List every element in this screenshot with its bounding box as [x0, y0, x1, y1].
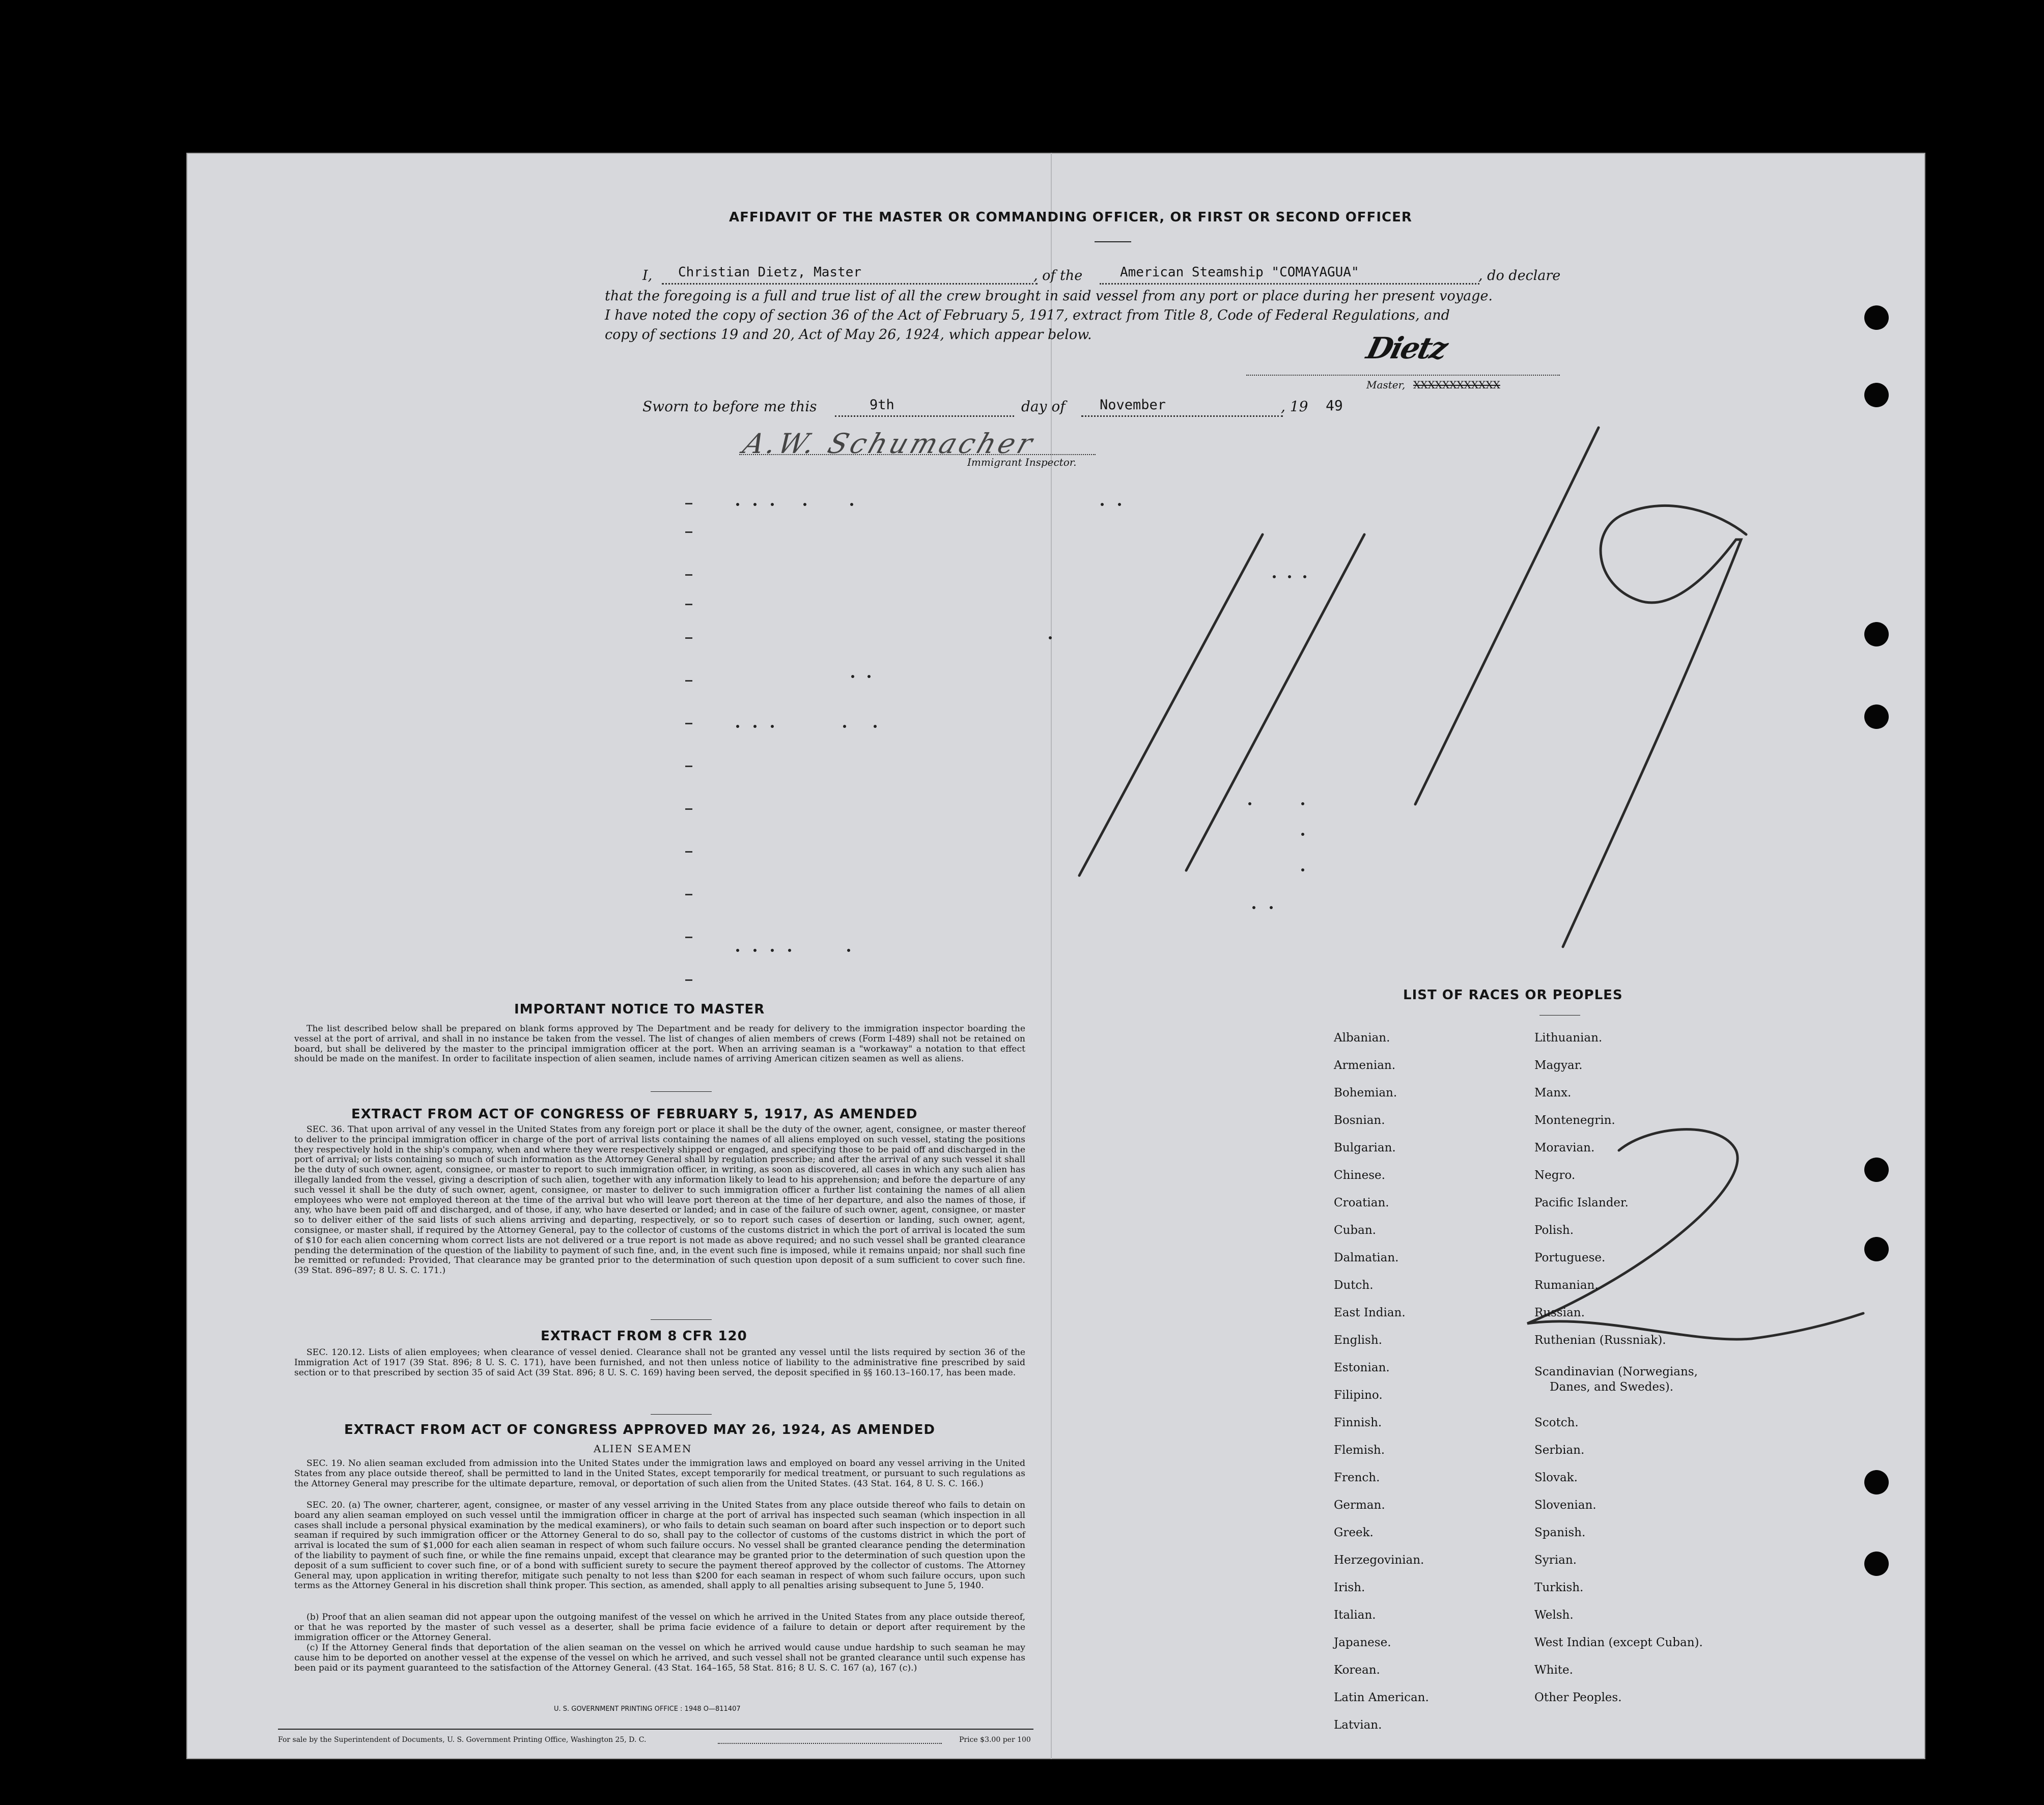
- handwritten-number-drawing: [1059, 417, 1782, 957]
- race-right-item: Portuguese.: [1534, 1251, 1606, 1264]
- stray-dot: [771, 949, 774, 952]
- race-left-item: Filipino.: [1334, 1389, 1383, 1402]
- stray-dot: [850, 503, 853, 506]
- stray-dot: [753, 949, 757, 952]
- race-left-item: Dalmatian.: [1334, 1251, 1399, 1264]
- race-left-item: English.: [1334, 1334, 1382, 1347]
- race-right-item: Syrian.: [1534, 1554, 1577, 1567]
- race-right-item: Polish.: [1534, 1224, 1574, 1237]
- stray-dot: [753, 725, 757, 728]
- race-right-item: Scandinavian (Norwegians,: [1534, 1365, 1698, 1378]
- race-right-item: Rumanian.: [1534, 1279, 1599, 1292]
- race-right-item: Serbian.: [1534, 1444, 1585, 1457]
- stray-dot: [803, 503, 806, 506]
- affidavit-i-label: I,: [642, 268, 653, 284]
- stray-dot: [874, 725, 877, 728]
- stray-dot: [736, 949, 739, 952]
- race-right-item: Ruthenian (Russniak).: [1534, 1334, 1666, 1347]
- stray-dot: [867, 675, 871, 678]
- race-right-item: Moravian.: [1534, 1141, 1595, 1154]
- margin-dash: [685, 637, 692, 639]
- master-label: Master,: [1366, 379, 1406, 391]
- extract-1924-sec20b: (b) Proof that an alien seaman did not appear upon the outgoing manifest of the vessel on which he arrived in the United States from any place outside thereof, or that he was reported by the master of such vessel as a deserter, shall be prima facie evidence of a failure to detain or deport after requirement by the immigration officer or the Attorney General.: [294, 1612, 1025, 1643]
- race-left-item: Herzegovinian.: [1334, 1554, 1424, 1567]
- extract-1924-sec20a: SEC. 20. (a) The owner, charterer, agent, consignee, or master of any vessel arriving in the United States from any place outside thereof who fails to detain on board any alien seaman employed on such vessel until the immigration officer in charge at the port of arrival has inspected such seaman (which inspection in all cases shall include a personal physical examination by the medical examiners), or who fails to detain such seaman on board after such inspection or to deport such seaman if required by such immigration officer or the Attorney General to do so, shall pay to the collector of customs of the customs district in which the port of arrival is located the sum of $1,000 for each alien seaman in respect of whom such failure occurs. No vessel shall be granted clearance pending the determination of the liability to payment of such fine, or while the fine remains unpaid, except that clearance may be granted prior to the determination of such question upon the deposit of a sum sufficient to cover such fine, or of a bond with sufficient surety to secure the payment thereof approved by the collector of customs. The Attorney General may, upon application in writing therefor, mitigate such penalty to not less than $200 for each seaman in respect of whom such failure occurs, upon such terms as the Attorney General in his discretion shall think proper. This section, as amended, shall apply to all penalties arising subsequent to June 5, 1940.: [294, 1500, 1025, 1591]
- day-of-label: day of: [1021, 398, 1066, 415]
- stray-dot: [736, 503, 739, 506]
- affidavit-line-4: copy of sections 19 and 20, Act of May 26, 1924, which appear below.: [605, 327, 1092, 343]
- race-right-item: West Indian (except Cuban).: [1534, 1636, 1703, 1649]
- race-left-item: French.: [1334, 1471, 1380, 1484]
- punch-hole: [1864, 305, 1889, 330]
- do-declare-label: , do declare: [1478, 268, 1561, 284]
- margin-dash: [685, 766, 692, 767]
- notice-text: The list described below shall be prepared on blank forms approved by The Department and be ready for delivery to the immigration inspector boarding the vessel at the port of arrival, and shall in no instance be taken from the vessel. The list of changes of alien members of crews (Form I-489) shall not be retained on board, but shall be delivered by the master to the principal immigration officer at the port. When an arriving seaman is a "workaway" a notation to that effect should be made on the manifest. In order to facilitate inspection of alien seamen, include names of arriving American citizen seamen as well as aliens.: [294, 1024, 1025, 1064]
- race-left-item: German.: [1334, 1499, 1385, 1512]
- stray-dot: [771, 725, 774, 728]
- affidavit-line-3: I have noted the copy of section 36 of the Act of February 5, 1917, extract from Title 8, Code of Federal Regulations, and: [605, 307, 1450, 323]
- race-left-item: Italian.: [1334, 1609, 1376, 1622]
- inspector-signature: A.W. Schumacher: [739, 428, 1040, 460]
- punch-hole: [1864, 383, 1889, 407]
- vessel-name-field: American Steamship "COMAYAGUA": [1120, 265, 1359, 280]
- separator: [651, 1091, 712, 1092]
- extract-1924-sec20c: (c) If the Attorney General finds that deportation of the alien seaman on the vessel on which he arrived would cause undue hardship to such seaman he may cause him to be deported on another vessel at the expense of the vessel on which he arrived, and such vessel shall not be granted clearance until such expense has been paid or its payment guaranteed to the satisfaction of the Attorney General. (43 Stat. 164–165, 58 Stat. 816; 8 U. S. C. 167 (a), 167 (c).): [294, 1643, 1025, 1673]
- vessel-name-line: [1100, 283, 1479, 285]
- stray-dot: [847, 949, 850, 952]
- punch-hole: [1864, 704, 1889, 729]
- race-left-item: Korean.: [1334, 1663, 1380, 1677]
- footer-rule: [278, 1729, 1033, 1730]
- sworn-day-line: [835, 415, 1014, 417]
- extract-cfr-title: EXTRACT FROM 8 CFR 120: [541, 1329, 747, 1344]
- stray-dot: [843, 725, 846, 728]
- footer-price: Price $3.00 per 100: [959, 1736, 1031, 1744]
- page-fold: [1051, 153, 1052, 1759]
- stray-dot: [771, 503, 774, 506]
- officer-name-line: [662, 283, 1038, 285]
- margin-dash: [685, 574, 692, 576]
- margin-dash: [685, 723, 692, 724]
- margin-dash: [685, 531, 692, 533]
- extract-1924-subtitle: ALIEN SEAMEN: [594, 1443, 692, 1455]
- master-struck-label: XXXXXXXXXXXX: [1413, 379, 1500, 391]
- margin-dash: [685, 503, 692, 504]
- master-signature: Dietz: [1363, 331, 1450, 365]
- race-right-item: Other Peoples.: [1534, 1691, 1622, 1704]
- extract-1917-title: EXTRACT FROM ACT OF CONGRESS OF FEBRUARY 5, 1917, AS AMENDED: [351, 1107, 918, 1122]
- punch-hole: [1864, 1470, 1889, 1494]
- race-left-item: Dutch.: [1334, 1279, 1374, 1292]
- margin-dash: [685, 937, 692, 938]
- race-right-item: Spanish.: [1534, 1526, 1586, 1539]
- of-the-label: , of the: [1033, 268, 1083, 284]
- race-right-item: Montenegrin.: [1534, 1114, 1615, 1127]
- race-right-item: Scotch.: [1534, 1416, 1579, 1429]
- margin-dash: [685, 979, 692, 981]
- title-underline: [1095, 241, 1131, 242]
- margin-dash: [685, 808, 692, 810]
- officer-name-field: Christian Dietz, Master: [678, 265, 862, 280]
- race-left-item: Latvian.: [1334, 1718, 1382, 1732]
- race-left-item: Bulgarian.: [1334, 1141, 1396, 1154]
- race-right-item: Russian.: [1534, 1306, 1585, 1319]
- race-right-item: Lithuanian.: [1534, 1031, 1603, 1045]
- race-right-item: White.: [1534, 1663, 1573, 1677]
- race-left-item: Croatian.: [1334, 1196, 1389, 1209]
- race-left-item: Flemish.: [1334, 1444, 1385, 1457]
- separator: [651, 1319, 712, 1320]
- footer-leader: [718, 1743, 942, 1744]
- extract-1917-text: SEC. 36. That upon arrival of any vessel in the United States from any foreign port or place it shall be the duty of the owner, agent, consignee, or master thereof to deliver to the principal immigration officer in charge of the port of arrival lists containing the names of all aliens employed on such vessel, stating the positions they respectively hold in the ship's company, when and where they were respectively shipped or engaged, and specifying those to be paid off and discharged in the port of arrival; or lists containing so much of such information as the Attorney General shall by regulation prescribe; and after the arrival of any such vessel it shall be the duty of such owner, agent, consignee, or master to report to such immigration officer, in writing, as soon as discovered, all cases in which any such alien has illegally landed from the vessel, giving a description of such alien, together with any information likely to lead to his apprehension; and before the departure of any such vessel it shall be the duty of such owner, agent, consignee, or master to deliver to such immigration officer a further list containing the names of all alien employees who were not employed thereon at the time of the arrival but who will leave port thereon at the time of her departure, and also the names of those, if any, who have been paid off and discharged, and of those, if any, who have deserted or landed; and in case of the failure of such owner, agent, consignee, or master so to deliver either of the said lists of such aliens arriving and departing, respectively, or so to report such cases of desertion or landing, such owner, agent, consignee, or master shall, if required by the Attorney General, pay to the collector of customs of the customs district in which the port of arrival is located the sum of $10 for each alien concerning whom correct lists are not delivered or a true report is not made as above required; and no such vessel shall be granted clearance pending the determination of the question of the liability to payment of such fine, and, in the event such fine is imposed, while it remains unpaid; nor shall such fine be remitted or refunded: Provided, That clearance may be granted prior to the determination of such question upon deposit of a sum sufficient to cover such fine. (39 Stat. 896–897; 8 U. S. C. 171.): [294, 1124, 1025, 1276]
- extract-1924-sec19: SEC. 19. No alien seaman excluded from admission into the United States under the immigration laws and employed on board any vessel arriving in the United States from any place outside thereof, shall be permitted to land in the United States, except temporarily for medical treatment, or pursuant to such regulations as the Attorney General may prescribe for the ultimate departure, removal, or deportation of such alien from the United States. (43 Stat. 164, 8 U. S. C. 166.): [294, 1458, 1025, 1489]
- race-right-item: Welsh.: [1534, 1609, 1574, 1622]
- race-right-item: Magyar.: [1534, 1059, 1583, 1072]
- inspector-signature-line: [739, 454, 1096, 455]
- sworn-month-line: [1081, 415, 1283, 417]
- race-right-item: Slovak.: [1534, 1471, 1578, 1484]
- sworn-label: Sworn to before me this: [642, 398, 817, 415]
- stray-dot: [1049, 636, 1052, 639]
- race-left-item: Albanian.: [1334, 1031, 1390, 1045]
- extract-1924-title: EXTRACT FROM ACT OF CONGRESS APPROVED MAY 26, 1924, AS AMENDED: [344, 1422, 935, 1437]
- race-left-item: Bosnian.: [1334, 1114, 1385, 1127]
- race-left-item: Estonian.: [1334, 1361, 1390, 1374]
- extract-cfr-text: SEC. 120.12. Lists of alien employees; when clearance of vessel denied. Clearance shall not be granted any vessel until the lists required by section 36 of the Immigration Act of 1917 (39 Stat. 896; 8 U. S. C. 171), have been furnished, and not then unless notice of liability to the administrative fine prescribed by said section or to that prescribed by section 35 of said Act (39 Stat. 896; 8 U. S. C. 169) having been served, the deposit specified in §§ 160.13–160.17, has been made.: [294, 1347, 1025, 1378]
- separator: [651, 1414, 712, 1415]
- notice-title: IMPORTANT NOTICE TO MASTER: [514, 1002, 765, 1017]
- race-right-item: Slovenian.: [1534, 1499, 1597, 1512]
- race-left-item: Chinese.: [1334, 1169, 1385, 1182]
- race-left-item: East Indian.: [1334, 1306, 1406, 1319]
- race-left-item: Latin American.: [1334, 1691, 1429, 1704]
- race-left-item: Irish.: [1334, 1581, 1365, 1594]
- race-right-item: Manx.: [1534, 1086, 1572, 1099]
- affidavit-line-2: that the foregoing is a full and true list of all the crew brought in said vessel from any port or place during her present voyage.: [605, 288, 1493, 304]
- margin-dash: [685, 851, 692, 853]
- margin-dash: [685, 680, 692, 682]
- margin-dash: [685, 604, 692, 605]
- inspector-label: Immigrant Inspector.: [967, 456, 1077, 468]
- race-left-item: Cuban.: [1334, 1224, 1376, 1237]
- margin-dash: [685, 894, 692, 895]
- race-right-item: Negro.: [1534, 1169, 1576, 1182]
- races-title-underline: [1539, 1015, 1580, 1016]
- stray-dot: [851, 675, 854, 678]
- sworn-day-field: 9th: [870, 397, 894, 413]
- sworn-month-field: November: [1100, 397, 1166, 413]
- race-right-item: Danes, and Swedes).: [1550, 1380, 1674, 1394]
- race-right-item: Turkish.: [1534, 1581, 1584, 1594]
- sworn-year-field: 49: [1326, 397, 1343, 414]
- race-left-item: Japanese.: [1334, 1636, 1391, 1649]
- printing-office-line: U. S. GOVERNMENT PRINTING OFFICE : 1948 O—811407: [554, 1705, 741, 1713]
- punch-hole: [1864, 1552, 1889, 1576]
- races-title: LIST OF RACES OR PEOPLES: [1403, 988, 1623, 1003]
- race-right-item: Pacific Islander.: [1534, 1196, 1629, 1209]
- footer-sale-text: For sale by the Superintendent of Documents, U. S. Government Printing Office, Washington 25, D. C.: [278, 1736, 647, 1744]
- master-signature-line: [1246, 375, 1560, 376]
- punch-hole: [1864, 622, 1889, 646]
- stray-dot: [788, 949, 791, 952]
- year-prefix-label: , 19: [1281, 398, 1308, 415]
- affidavit-title: AFFIDAVIT OF THE MASTER OR COMMANDING OFFICER, OR FIRST OR SECOND OFFICER: [729, 210, 1412, 225]
- race-left-item: Finnish.: [1334, 1416, 1382, 1429]
- race-left-item: Greek.: [1334, 1526, 1374, 1539]
- stray-dot: [753, 503, 757, 506]
- stray-dot: [736, 725, 739, 728]
- race-left-item: Armenian.: [1334, 1059, 1396, 1072]
- race-left-item: Bohemian.: [1334, 1086, 1397, 1099]
